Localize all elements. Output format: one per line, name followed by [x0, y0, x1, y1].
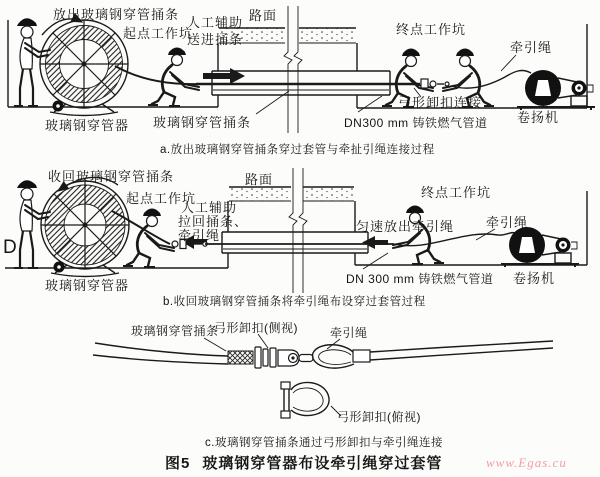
- label-road-b: 路面: [245, 172, 274, 187]
- caption-a: a.放出玻璃钢穿管捅条穿过套管与牵扯引绳连接过程: [160, 144, 435, 156]
- label-release-rope: 匀速放出牵引绳: [356, 219, 455, 234]
- figure-title: [165, 452, 442, 473]
- label-winch-b: 卷扬机: [513, 271, 556, 286]
- casing-pipe-b: [222, 232, 368, 253]
- figure-title-text: 玻璃钢穿管器布设牵引绳穿过套管: [202, 455, 443, 472]
- label-end-pit-a: 终点工作坑: [396, 22, 467, 37]
- worker-feeder-a: [148, 48, 199, 107]
- swivel-link: [299, 355, 313, 362]
- label-d-mark: D: [3, 237, 17, 258]
- shackle-top-view: [281, 382, 329, 418]
- rope-eye-loop: [313, 341, 553, 368]
- diagram-b: [0, 163, 600, 295]
- label-gas-pipe-b: DN 300 mm 铸铁燃气管道: [346, 272, 494, 286]
- label-feed-rod: 送进捅条: [187, 32, 244, 47]
- rope-ferrule: [353, 350, 370, 362]
- diagram-a: [0, 0, 600, 140]
- caption-b: b.收回玻璃钢穿管捅条将牵引绳布设穿过套管过程: [163, 296, 426, 308]
- caption-c: c.玻璃钢穿管捅条通过弓形卸扣与牵引绳连接: [205, 437, 443, 449]
- label-start-pit-a: 起点工作坑: [123, 26, 194, 41]
- worker-puller-b: [123, 209, 174, 268]
- label-rope-c: 牵引绳: [330, 326, 368, 340]
- label-pull-back-rope: 牵引绳: [178, 228, 221, 243]
- label-rodder-b: 玻璃钢穿管器: [45, 278, 130, 293]
- label-rope-b: 牵引绳: [486, 215, 529, 230]
- label-rod-c: 玻璃钢穿管捅条: [131, 324, 219, 338]
- figure-number: 图5: [165, 455, 191, 472]
- label-road-a: 路面: [249, 8, 278, 23]
- label-shackle-side: 弓形卸扣(侧视): [214, 321, 298, 335]
- rod-grip-sleeve: [228, 351, 253, 364]
- watermark: www.Egas.cu: [486, 455, 567, 470]
- label-rodder-a: 玻璃钢穿管器: [45, 118, 130, 133]
- collar-rings: [255, 347, 276, 368]
- label-shackle-connect: 弓形卸扣连接: [398, 95, 483, 110]
- label-manual-assist-a: 人工辅助: [187, 15, 244, 30]
- label-end-pit-b: 终点工作坑: [421, 185, 492, 200]
- shackle-side-view: [278, 350, 299, 366]
- label-start-pit-b: 起点工作坑: [126, 191, 197, 206]
- winch-a: [517, 70, 595, 110]
- diagram-c: [0, 318, 600, 430]
- label-pull-back-rod: 拉回捅条、: [178, 214, 249, 229]
- label-shackle-top: 弓形卸扣(俯视): [337, 410, 421, 424]
- break-lines-a: [284, 6, 302, 133]
- label-rope-a: 牵引绳: [510, 40, 553, 55]
- label-rod-a: 玻璃钢穿管捅条: [153, 115, 252, 130]
- label-rewind-rod: 收回玻璃钢穿管捅条: [48, 169, 175, 184]
- rope-release-arrow: [362, 236, 388, 249]
- rod-lines-c: [93, 343, 228, 364]
- worker-rope-releaser-b: [393, 206, 444, 265]
- label-release-rod: 放出玻璃钢穿管捅条: [53, 7, 180, 22]
- label-manual-assist-b: 人工辅助: [181, 200, 238, 215]
- label-winch-a: 卷扬机: [517, 110, 560, 125]
- label-gas-pipe-a: DN300 mm 铸铁燃气管道: [344, 116, 488, 130]
